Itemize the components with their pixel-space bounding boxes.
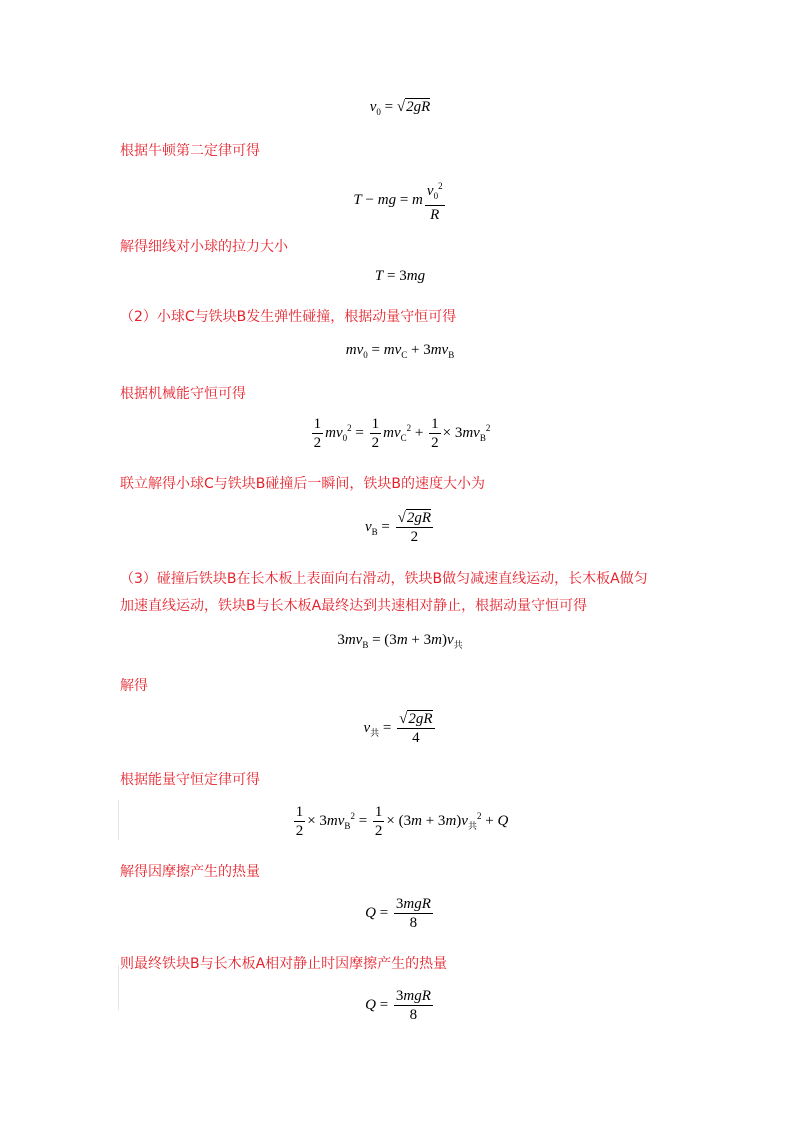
equation-heat-final: Q = $\frac{\text{3mgR}}{8}$ xyxy=(365,988,431,1023)
equation-energy-heat: $\frac{1}{2}$ × $3mv_B^2$ = $\frac{1}{2}$ × $(3m + 3m)v_共^2 + Q$ xyxy=(295,804,509,839)
equation-energy-conservation: $\frac{1}{2}$ $mv_0^2$ = $\frac{1}{2}$ $mv_C^2$ + $\frac{1}{2}$ × $3mv_B^2$ xyxy=(313,416,491,451)
equation-tension-value: T = 3mg xyxy=(374,268,426,284)
equation-common-velocity-momentum: $3mv_B = (3m + 3m)v_共$ xyxy=(337,632,463,650)
equation-heat-q: Q = $\frac{\text{3mgR}}{8}$ xyxy=(365,896,431,931)
paragraph-mechanical-energy: 根据机械能守恒可得 xyxy=(120,386,246,402)
paragraph-solve: 解得 xyxy=(120,678,148,694)
paragraph-newton-second-law: 根据牛顿第二定律可得 xyxy=(120,143,260,159)
paragraph-final-heat: 则最终铁块B与长木板A相对静止时因摩擦产生的热量 xyxy=(120,956,448,972)
paragraph-vb-result: 联立解得小球C与铁块B碰撞后一瞬间，铁块B的速度大小为 xyxy=(120,476,485,492)
paragraph-energy-conservation: 根据能量守恒定律可得 xyxy=(120,772,260,788)
paragraph-part3-line2: 加速直线运动，铁块B与长木板A最终达到共速相对静止，根据动量守恒可得 xyxy=(120,598,588,614)
equation-tension-newton: T − mg = m $\frac{v_0^2}{R}$ xyxy=(0,177,800,224)
equation-momentum-conservation: $mv_0 = mv_C + 3mv_B$ xyxy=(345,342,455,360)
paragraph-tension-result: 解得细线对小球的拉力大小 xyxy=(120,239,288,255)
paragraph-friction-heat: 解得因摩擦产生的热量 xyxy=(120,864,260,880)
equation-common-velocity: $v_共$ = $\frac{√2gR}{4}$ xyxy=(363,711,433,746)
paragraph-part2-momentum: （2）小球C与铁块B发生弹性碰撞，根据动量守恒可得 xyxy=(120,309,457,325)
equation-v0: $v_0 = √2gR$ xyxy=(369,99,431,117)
equation-vb: $v_B$ = $\frac{√2gR}{2}$ xyxy=(364,510,432,545)
paragraph-part3-line1: （3）碰撞后铁块B在长木板上表面向右滑动，铁块B做匀减速直线运动，长木板A做匀 xyxy=(120,571,648,587)
